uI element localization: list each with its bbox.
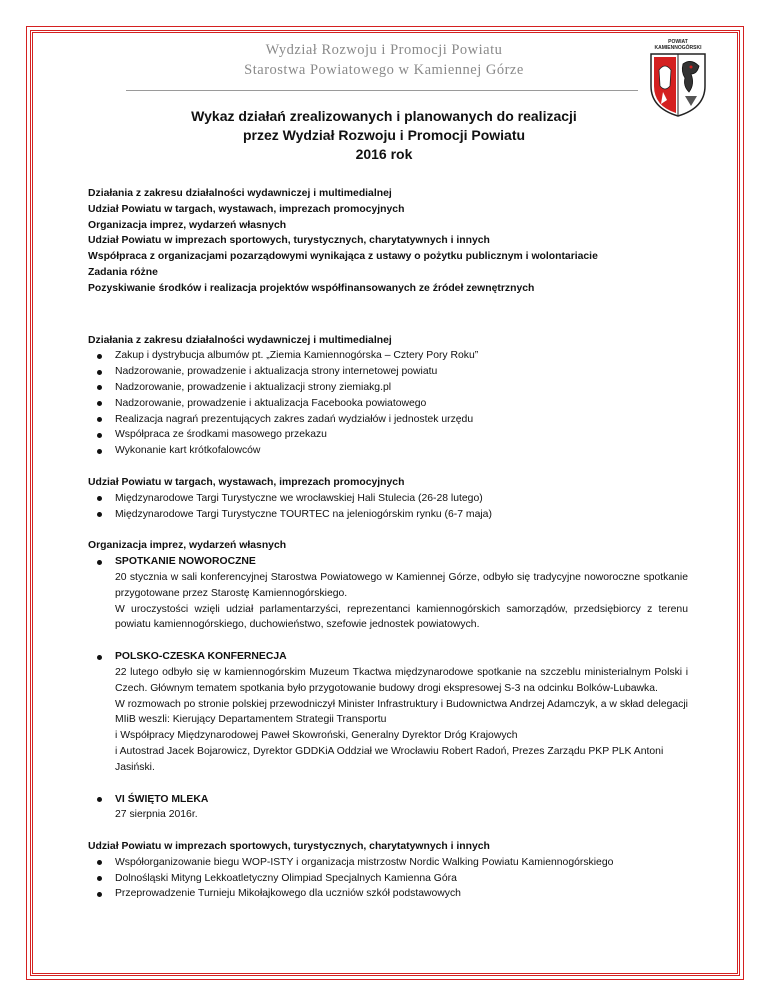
document-body — [88, 186, 688, 902]
bullet-list — [88, 554, 688, 823]
list-item: Wykonanie kart krótkofalowców — [88, 443, 688, 459]
section-heading: Działania z zakresu działalności wydawniczej i multimedialnej — [88, 334, 392, 346]
bullet-list — [88, 855, 688, 902]
event-paragraph: W rozmowach po stronie polskiej przewodniczył Minister Infrastruktury i Budownictwa Andrzej Adamczyk, a w skład delegacji MIiB weszli: Kierujący Departamentem Strategii Transportu — [115, 698, 688, 726]
bullet-list — [88, 491, 688, 523]
list-item: Nadzorowanie, prowadzenie i aktualizacja Facebooka powiatowego — [88, 396, 688, 412]
event-title: VI ŚWIĘTO MLEKA — [115, 793, 209, 805]
event-title: POLSKO-CZESKA KONFERNECJA — [115, 651, 287, 663]
list-item: Międzynarodowe Targi Turystyczne TOURTEC na jeleniogórskim rynku (6-7 maja) — [88, 507, 688, 523]
list-item: Współorganizowanie biegu WOP-ISTY i organizacja mistrzostw Nordic Walking Powiatu Kamiennogórskiego — [88, 855, 688, 871]
list-item: Współpraca ze środkami masowego przekazu — [88, 427, 688, 443]
event-paragraph: 22 lutego odbyło się w kamiennogórskim Muzeum Tkactwa międzynarodowe spotkanie na szczeblu ministerialnym Polski i Czech. Głównym tematem spotkania było przygotowanie budowy drogi ekspresowej S-3 na odcinku Bolków-Lubawka. — [115, 666, 688, 694]
toc-item: Pozyskiwanie środków i realizacja projektów współfinansowanych ze źródeł zewnętrznych — [88, 282, 535, 294]
section-events — [88, 538, 688, 823]
toc-item: Zadania różne — [88, 266, 158, 278]
header-office: Starostwa Powiatowego w Kamiennej Górze — [244, 62, 524, 78]
crest-label — [645, 40, 711, 51]
list-item: Realizacja nagrań prezentujących zakres zadań wydziałów i jednostek urzędu — [88, 412, 688, 428]
list-item: Przeprowadzenie Turnieju Mikołajkowego dla uczniów szkół podstawowych — [88, 886, 688, 902]
title-year: 2016 rok — [355, 146, 413, 162]
event-paragraph: W uroczystości wzięli udział parlamentarzyści, reprezentanci kamiennogórskich samorządów, przedsiębiorcy z terenu powiatu kamiennogórskiego, duchowieństwo, szefowie jednostek powiatowych. — [115, 603, 688, 631]
section-heading: Organizacja imprez, wydarzeń własnych — [88, 540, 287, 552]
title-line2: przez Wydział Rozwoju i Promocji Powiatu — [242, 127, 526, 143]
list-item: Nadzorowanie, prowadzenie i aktualizacja strony internetowej powiatu — [88, 364, 688, 380]
crest-label-line1: POWIAT — [668, 39, 688, 45]
section-heading: Udział Powiatu w targach, wystawach, imprezach promocyjnych — [88, 476, 405, 488]
event-milk-day — [88, 792, 688, 824]
toc-item: Działania z zakresu działalności wydawniczej i multimedialnej — [88, 188, 392, 199]
event-paragraph: i Autostrad Jacek Bojarowicz, Dyrektor GDDKiA Oddział we Wrocławiu Robert Radoń, Prezes Zarządu PKP PLK Antoni Jasiński. — [115, 745, 664, 773]
list-item: Zakup i dystrybucja albumów pt. „Ziemia Kamiennogórska – Cztery Pory Roku” — [88, 348, 688, 364]
list-item: Międzynarodowe Targi Turystyczne we wrocławskiej Hali Stulecia (26-28 lutego) — [88, 491, 688, 507]
event-title: SPOTKANIE NOWOROCZNE — [115, 556, 256, 568]
header-rule — [126, 90, 638, 91]
toc-item: Udział Powiatu w targach, wystawach, imprezach promocyjnych — [88, 203, 405, 215]
header-department: Wydział Rozwoju i Promocji Powiatu — [265, 42, 503, 58]
section-sports — [88, 839, 688, 902]
event-conference — [88, 649, 688, 775]
section-publishing — [88, 333, 688, 459]
section-heading: Udział Powiatu w imprezach sportowych, turystycznych, charytatywnych i innych — [88, 841, 490, 853]
event-paragraph: 27 sierpnia 2016r. — [115, 809, 198, 821]
section-fairs — [88, 475, 688, 522]
toc-item: Udział Powiatu w imprezach sportowych, turystycznych, charytatywnych i innych — [88, 235, 490, 247]
toc-item: Współpraca z organizacjami pozarządowymi wynikająca z ustawy o pożytku publicznym i wolontariacie — [88, 251, 598, 263]
event-paragraph: i Współpracy Międzynarodowej Paweł Skowroński, Generalny Dyrektor Dróg Krajowych — [115, 730, 518, 742]
table-of-contents — [88, 186, 688, 297]
document-title — [0, 107, 768, 164]
bullet-list — [88, 348, 688, 459]
list-item: Nadzorowanie, prowadzenie i aktualizacji strony ziemiakg.pl — [88, 380, 688, 396]
list-item: Dolnośląski Mityng Lekkoatletyczny Olimpiad Specjalnych Kamienna Góra — [88, 871, 688, 887]
toc-item: Organizacja imprez, wydarzeń własnych — [88, 219, 287, 231]
event-new-year — [88, 554, 688, 633]
title-line1: Wykaz działań zrealizowanych i planowanych do realizacji — [191, 108, 577, 124]
crest-label-line2: KAMIENNOGÓRSKI — [654, 44, 702, 51]
event-paragraph: 20 stycznia w sali konferencyjnej Starostwa Powiatowego w Kamiennej Górze, odbyło się tradycyjne noworoczne spotkanie przygotowane przez Starostę Kamiennogórskiego. — [115, 571, 688, 599]
